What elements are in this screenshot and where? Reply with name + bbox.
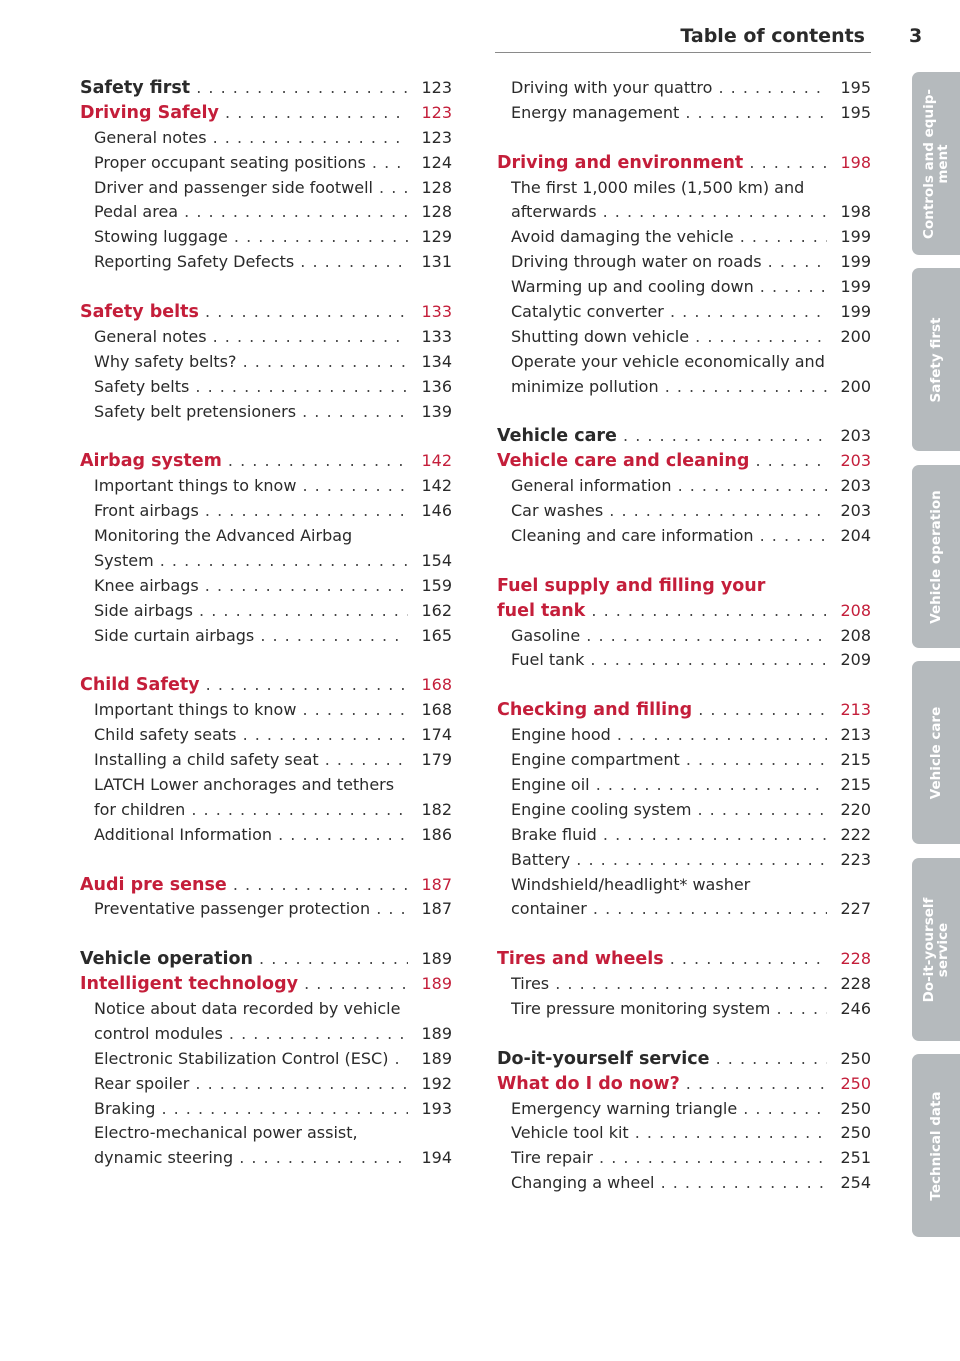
section-gap [80, 848, 452, 873]
toc-entry-title: Engine oil . . . [511, 773, 827, 798]
toc-entry-title: Safety belts . . . [80, 300, 408, 325]
toc-heading[interactable] [497, 424, 871, 449]
toc-entry-title: Side airbags . . . [94, 599, 408, 624]
toc-entry[interactable] [80, 200, 452, 225]
toc-entry-title: Airbag system . . . [80, 449, 408, 474]
toc-entry-title: Driving through water on roads . . . [511, 250, 827, 275]
toc-heading[interactable] [80, 101, 452, 126]
toc-entry-title: afterwards . . . [511, 200, 827, 225]
toc-entry-title: General information . . . [511, 474, 827, 499]
section-gap [80, 275, 452, 300]
section-tab-label: Vehicle care [928, 706, 944, 799]
toc-entry-title: fuel tank . . . [497, 599, 827, 624]
toc-entry-title: Child safety seats . . . [94, 723, 408, 748]
page-number: 3 [909, 25, 923, 47]
toc-entry-title: Driving and environment . . . [497, 151, 827, 176]
toc-heading[interactable] [497, 1047, 871, 1072]
toc-entry-title: Preventative passenger protection . . . [94, 897, 408, 922]
toc-entry[interactable] [80, 151, 452, 176]
toc-entry[interactable] [497, 300, 871, 325]
section-tab-label: Technical data [928, 1090, 944, 1201]
toc-entry[interactable] [80, 798, 452, 823]
toc-entry[interactable] [80, 1047, 452, 1072]
toc-entry-page: 194 [421, 1148, 452, 1168]
toc-entry-title: Energy management . . . [511, 101, 827, 126]
toc-entry-page: 199 [840, 302, 871, 322]
toc-entry-page: 193 [421, 1098, 452, 1118]
toc-entry-page: 131 [421, 252, 452, 272]
toc-entry-title: Side curtain airbags . . . [94, 624, 408, 649]
toc-entry-title: Checking and filling . . . [497, 698, 827, 723]
toc-entry-title: Tire pressure monitoring system . . . [511, 997, 827, 1022]
toc-entry-title: Reporting Safety Defects . . . [94, 250, 408, 275]
toc-entry-page: 223 [840, 849, 871, 869]
toc-entry-title: Important things to know . . . [94, 698, 408, 723]
toc-entry-page: 203 [840, 476, 871, 496]
toc-entry-page: 200 [840, 326, 871, 346]
toc-entry[interactable] [80, 897, 452, 922]
toc-entry-page: 195 [840, 102, 871, 122]
toc-entry[interactable] [497, 873, 871, 898]
toc-entry-title: Why safety belts? . . . [94, 350, 408, 375]
toc-entry[interactable] [497, 848, 871, 873]
toc-entry[interactable] [80, 499, 452, 524]
toc-entry-page: 250 [840, 1048, 871, 1068]
toc-entry-page: 174 [421, 725, 452, 745]
section-gap [497, 400, 871, 425]
toc-entry-title: Emergency warning triangle . . . [511, 1097, 827, 1122]
section-gap [80, 424, 452, 449]
toc-heading[interactable] [80, 76, 452, 101]
toc-entry-title: Do-it-yourself service . . . [497, 1047, 827, 1072]
toc-entry-title: minimize pollution . . . [511, 375, 827, 400]
section-tab-label: Do-it-yourself service [921, 897, 951, 1002]
section-tab[interactable] [912, 858, 960, 1041]
toc-entry[interactable] [80, 225, 452, 250]
toc-entry-page: 208 [840, 625, 871, 645]
toc-entry-title: Braking . . . [94, 1097, 408, 1122]
toc-entry[interactable] [497, 1146, 871, 1171]
toc-entry[interactable] [80, 400, 452, 425]
toc-entry-title: Fuel tank . . . [511, 648, 827, 673]
section-gap [497, 922, 871, 947]
toc-entry-page: 251 [840, 1148, 871, 1168]
toc-entry[interactable] [497, 524, 871, 549]
toc-entry-page: 199 [840, 277, 871, 297]
toc-entry-title: Cleaning and care information . . . [511, 524, 827, 549]
section-tab[interactable] [912, 1054, 960, 1237]
toc-entry-page: 198 [840, 152, 871, 172]
toc-entry-title: Battery . . . [511, 848, 827, 873]
toc-entry-title: General notes . . . [94, 126, 408, 151]
toc-heading[interactable] [80, 449, 452, 474]
toc-entry-title: Shutting down vehicle . . . [511, 325, 827, 350]
section-tab[interactable] [912, 465, 960, 648]
toc-entry-title: Stowing luggage . . . [94, 225, 408, 250]
toc-entry-title: control modules . . . [94, 1022, 408, 1047]
toc-entry[interactable] [80, 126, 452, 151]
toc-entry-title: Fuel supply and filling your [497, 575, 766, 596]
toc-entry-title: Tires and wheels . . . [497, 947, 827, 972]
toc-entry-page: 165 [421, 625, 452, 645]
toc-entry-title: Car washes . . . [511, 499, 827, 524]
section-gap [497, 126, 871, 151]
toc-entry[interactable] [80, 524, 452, 549]
toc-entry[interactable] [497, 624, 871, 649]
toc-heading[interactable] [80, 947, 452, 972]
toc-entry-page: 186 [421, 824, 452, 844]
toc-entry[interactable] [80, 997, 452, 1022]
toc-entry-page: 168 [421, 700, 452, 720]
toc-entry-title: Monitoring the Advanced Airbag [94, 526, 353, 546]
toc-entry-title: General notes . . . [94, 325, 408, 350]
toc-entry-page: 146 [421, 501, 452, 521]
toc-entry-page: 199 [840, 252, 871, 272]
toc-entry[interactable] [80, 773, 452, 798]
toc-heading[interactable] [497, 151, 871, 176]
toc-entry-page: 136 [421, 376, 452, 396]
toc-entry-page: 200 [840, 376, 871, 396]
toc-entry[interactable] [497, 325, 871, 350]
toc-entry-page: 129 [421, 227, 452, 247]
toc-entry-page: 189 [421, 1023, 452, 1043]
toc-entry-page: 209 [840, 650, 871, 670]
toc-entry-page: 123 [421, 127, 452, 147]
toc-entry-title: Windshield/headlight* washer [511, 874, 751, 894]
toc-entry-title: Vehicle care and cleaning . . . [497, 449, 827, 474]
toc-entry[interactable] [80, 350, 452, 375]
toc-entry[interactable] [497, 275, 871, 300]
toc-entry[interactable] [80, 549, 452, 574]
toc-entry-title: Gasoline . . . [511, 624, 827, 649]
toc-entry-title: Vehicle operation . . . [80, 947, 408, 972]
toc-entry[interactable] [497, 1171, 871, 1196]
toc-entry-page: 123 [421, 78, 452, 97]
toc-entry-title: Engine compartment . . . [511, 748, 827, 773]
toc-entry-page: 179 [421, 750, 452, 770]
toc-entry-page: 198 [840, 202, 871, 222]
section-gap [80, 922, 452, 947]
toc-entry-page: 250 [840, 1073, 871, 1093]
section-tab-label: Vehicle operation [928, 489, 944, 624]
toc-entry-title: Engine hood . . . [511, 723, 827, 748]
toc-entry-title: Brake fluid . . . [511, 823, 827, 848]
header-title: Table of contents [680, 25, 865, 47]
toc-entry[interactable] [80, 574, 452, 599]
toc-entry-title: Tire repair . . . [511, 1146, 827, 1171]
section-gap [497, 1022, 871, 1047]
toc-entry-page: 228 [840, 974, 871, 994]
toc-entry-title: Vehicle care . . . [497, 424, 827, 449]
toc-entry[interactable] [497, 200, 871, 225]
section-gap [497, 673, 871, 698]
toc-entry-page: 134 [421, 351, 452, 371]
toc-entry-page: 220 [840, 799, 871, 819]
section-tab-label: Controls and equip- ment [921, 88, 951, 239]
toc-entry-page: 215 [840, 750, 871, 770]
toc-entry[interactable] [497, 773, 871, 798]
toc-entry-page: 208 [840, 600, 871, 620]
toc-entry[interactable] [80, 325, 452, 350]
toc-entry[interactable] [497, 723, 871, 748]
toc-entry-page: 133 [421, 326, 452, 346]
toc-entry-title: Rear spoiler . . . [94, 1072, 408, 1097]
toc-heading[interactable] [497, 449, 871, 474]
toc-entry-page: 213 [840, 700, 871, 720]
toc-entry-page: 199 [840, 227, 871, 247]
toc-entry[interactable] [80, 599, 452, 624]
toc-entry[interactable] [497, 897, 871, 922]
toc-entry[interactable] [497, 101, 871, 126]
toc-entry-page: 215 [840, 774, 871, 794]
toc-entry-page: 227 [840, 899, 871, 919]
toc-entry-title: What do I do now? . . . [497, 1072, 827, 1097]
toc-entry[interactable] [80, 1072, 452, 1097]
toc-entry-title: Operate your vehicle economically and [511, 351, 825, 371]
toc-entry[interactable] [497, 823, 871, 848]
toc-entry-page: 189 [421, 974, 452, 994]
toc-entry[interactable] [497, 798, 871, 823]
toc-entry-title: Installing a child safety seat . . . [94, 748, 408, 773]
toc-heading[interactable] [497, 698, 871, 723]
toc-entry-title: for children . . . [94, 798, 408, 823]
toc-entry-page: 187 [421, 899, 452, 919]
section-gap [497, 549, 871, 574]
toc-entry-page: 124 [421, 152, 452, 172]
toc-entry-page: 139 [421, 401, 452, 421]
toc-entry[interactable] [497, 474, 871, 499]
toc-heading[interactable] [497, 599, 871, 624]
toc-entry[interactable] [80, 624, 452, 649]
toc-entry[interactable] [80, 250, 452, 275]
toc-entry-title: Child Safety . . . [80, 673, 408, 698]
toc-heading[interactable] [497, 574, 871, 599]
toc-entry-page: 250 [840, 1098, 871, 1118]
section-tab-label: Safety first [928, 317, 944, 402]
toc-entry-page: 203 [840, 426, 871, 446]
toc-entry-page: 189 [421, 949, 452, 969]
toc-entry-title: Driver and passenger side footwell . . . [94, 176, 408, 201]
toc-entry[interactable] [497, 972, 871, 997]
toc-entry-page: 168 [421, 675, 452, 695]
toc-entry-page: 182 [421, 799, 452, 819]
toc-entry-title: Vehicle tool kit . . . [511, 1121, 827, 1146]
toc-entry[interactable] [80, 723, 452, 748]
toc-entry-title: Tires . . . [511, 972, 827, 997]
toc-entry-page: 203 [840, 501, 871, 521]
toc-entry[interactable] [80, 375, 452, 400]
toc-entry-title: LATCH Lower anchorages and tethers [94, 774, 395, 794]
toc-entry-title: Safety belt pretensioners . . . [94, 400, 408, 425]
toc-left-column [80, 76, 452, 1171]
toc-entry[interactable] [497, 748, 871, 773]
toc-entry-page: 250 [840, 1123, 871, 1143]
toc-entry-title: Additional Information . . . [94, 823, 408, 848]
toc-entry-title: Avoid damaging the vehicle . . . [511, 225, 827, 250]
toc-entry-page: 154 [421, 550, 452, 570]
toc-entry[interactable] [497, 250, 871, 275]
toc-entry-page: 204 [840, 526, 871, 546]
toc-heading[interactable] [80, 673, 452, 698]
toc-entry-title: The first 1,000 miles (1,500 km) and [511, 177, 805, 197]
toc-entry[interactable] [497, 1121, 871, 1146]
toc-entry[interactable] [80, 1022, 452, 1047]
toc-entry-title: Pedal area . . . [94, 200, 408, 225]
toc-entry[interactable] [497, 350, 871, 375]
toc-right-column [497, 76, 871, 1196]
toc-entry-title: Electronic Stabilization Control (ESC) . . . [94, 1047, 408, 1072]
toc-entry[interactable] [80, 1146, 452, 1171]
section-gap [80, 648, 452, 673]
toc-entry[interactable] [497, 176, 871, 201]
toc-entry[interactable] [497, 997, 871, 1022]
toc-heading[interactable] [497, 1072, 871, 1097]
toc-heading[interactable] [80, 873, 452, 898]
toc-entry-title: Driving with your quattro . . . [511, 76, 827, 101]
toc-entry-page: 228 [840, 949, 871, 969]
toc-entry-title: Changing a wheel . . . [511, 1171, 827, 1196]
toc-entry-page: 246 [840, 998, 871, 1018]
toc-entry-title: Knee airbags . . . [94, 574, 408, 599]
toc-entry-title: Warming up and cooling down . . . [511, 275, 827, 300]
toc-entry-page: 192 [421, 1073, 452, 1093]
toc-entry-page: 142 [421, 451, 452, 471]
toc-entry-title: Audi pre sense . . . [80, 873, 408, 898]
toc-entry-page: 195 [840, 78, 871, 97]
toc-entry[interactable] [80, 698, 452, 723]
toc-entry-page: 128 [421, 202, 452, 222]
toc-entry-title: Intelligent technology . . . [80, 972, 408, 997]
page-header [495, 22, 871, 53]
toc-entry-page: 133 [421, 302, 452, 322]
toc-entry-page: 159 [421, 575, 452, 595]
toc-entry-page: 254 [840, 1173, 871, 1193]
toc-entry[interactable] [497, 375, 871, 400]
toc-entry-title: Front airbags . . . [94, 499, 408, 524]
toc-entry-page: 203 [840, 451, 871, 471]
toc-entry-title: Driving Safely . . . [80, 101, 408, 126]
toc-entry-title: Notice about data recorded by vehicle [94, 998, 401, 1018]
toc-entry[interactable] [80, 823, 452, 848]
toc-entry-title: Electro-mechanical power assist, [94, 1123, 358, 1143]
toc-entry-page: 213 [840, 725, 871, 745]
toc-entry-page: 142 [421, 476, 452, 496]
toc-entry[interactable] [497, 499, 871, 524]
section-tab[interactable] [912, 268, 960, 451]
toc-entry-title: Proper occupant seating positions . . . [94, 151, 408, 176]
toc-entry[interactable] [80, 1121, 452, 1146]
toc-entry[interactable] [80, 176, 452, 201]
toc-entry-page: 187 [421, 874, 452, 894]
toc-entry-page: 189 [421, 1048, 452, 1068]
toc-entry-title: Catalytic converter . . . [511, 300, 827, 325]
toc-entry-title: Important things to know . . . [94, 474, 408, 499]
toc-entry-title: Safety belts . . . [94, 375, 408, 400]
section-tab[interactable] [912, 661, 960, 844]
toc-entry[interactable] [497, 76, 871, 101]
toc-heading[interactable] [80, 300, 452, 325]
toc-entry[interactable] [80, 748, 452, 773]
toc-entry-page: 222 [840, 824, 871, 844]
toc-heading[interactable] [80, 972, 452, 997]
toc-entry[interactable] [80, 474, 452, 499]
section-tab[interactable] [912, 72, 960, 255]
toc-entry[interactable] [497, 648, 871, 673]
toc-entry-page: 123 [421, 102, 452, 122]
toc-entry[interactable] [497, 225, 871, 250]
toc-entry-title: System . . . [94, 549, 408, 574]
toc-entry-title: container . . . [511, 897, 827, 922]
toc-heading[interactable] [497, 947, 871, 972]
toc-entry[interactable] [80, 1097, 452, 1122]
toc-entry-title: Engine cooling system . . . [511, 798, 827, 823]
toc-entry-page: 128 [421, 177, 452, 197]
toc-entry-page: 162 [421, 600, 452, 620]
toc-entry-title: Safety first . . . [80, 76, 408, 101]
toc-entry-title: dynamic steering . . . [94, 1146, 408, 1171]
toc-entry[interactable] [497, 1097, 871, 1122]
